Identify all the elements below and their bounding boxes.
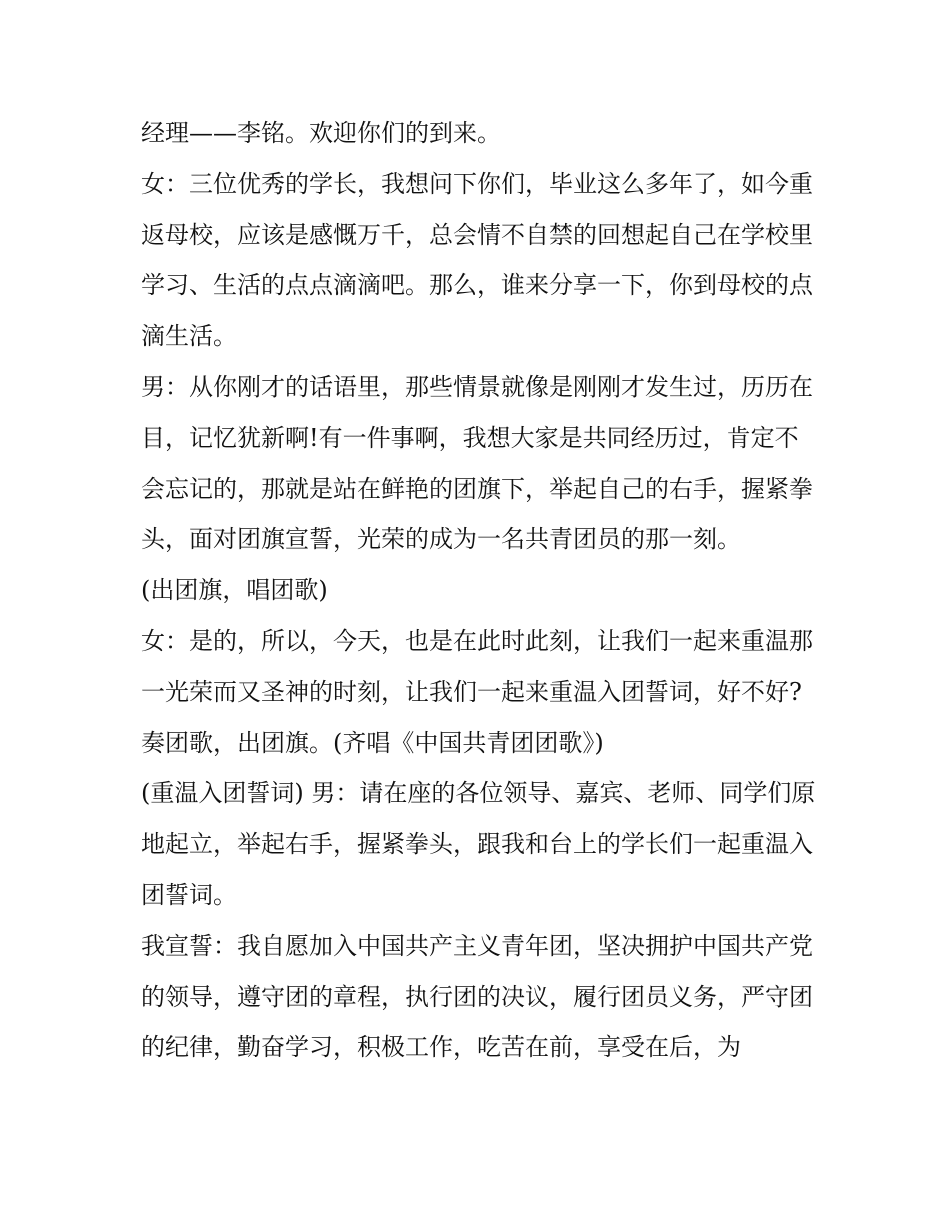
paragraph-female-response: 女：是的，所以，今天，也是在此时此刻，让我们一起来重温那一光荣而又圣神的时刻，让我们一起来重温入团誓词，好不好?奏团歌，出团旗。(齐唱《中国共青团团歌》)	[141, 626, 813, 757]
paragraph-oath-text: 我宣誓：我自愿加入中国共产主义青年团，坚决拥护中国共产党的领导，遵守团的章程，执行团的决议，履行团员义务，严守团的纪律，勤奋学习，积极工作，吃苦在前，享受在后，为	[141, 931, 813, 1062]
paragraph-male-memory: 男：从你刚才的话语里，那些情景就像是刚刚才发生过，历历在目，记忆犹新啊!有一件事啊，我想大家是共同经历过，肯定不会忘记的，那就是站在鲜艳的团旗下，举起自己的右手，握紧拳头，面对团旗宣誓，光荣的成为一名共青团员的那一刻。	[141, 372, 813, 554]
paragraph-oath-instruction: (重温入团誓词) 男：请在座的各位领导、嘉宾、老师、同学们原地起立，举起右手，握紧拳头，跟我和台上的学长们一起重温入团誓词。	[141, 779, 816, 909]
paragraph-female-question: 女：三位优秀的学长，我想问下你们，毕业这么多年了，如今重返母校，应该是感慨万千，总会情不自禁的回想起自己在学校里学习、生活的点点滴滴吧。那么，谁来分享一下，你到母校的点滴生活。	[141, 169, 813, 351]
paragraph-intro-line: 经理——李铭。欢迎你们的到来。	[141, 119, 501, 147]
document-body	[141, 108, 821, 1073]
paragraph-stage-direction: (出团旗，唱团歌)	[141, 576, 328, 605]
